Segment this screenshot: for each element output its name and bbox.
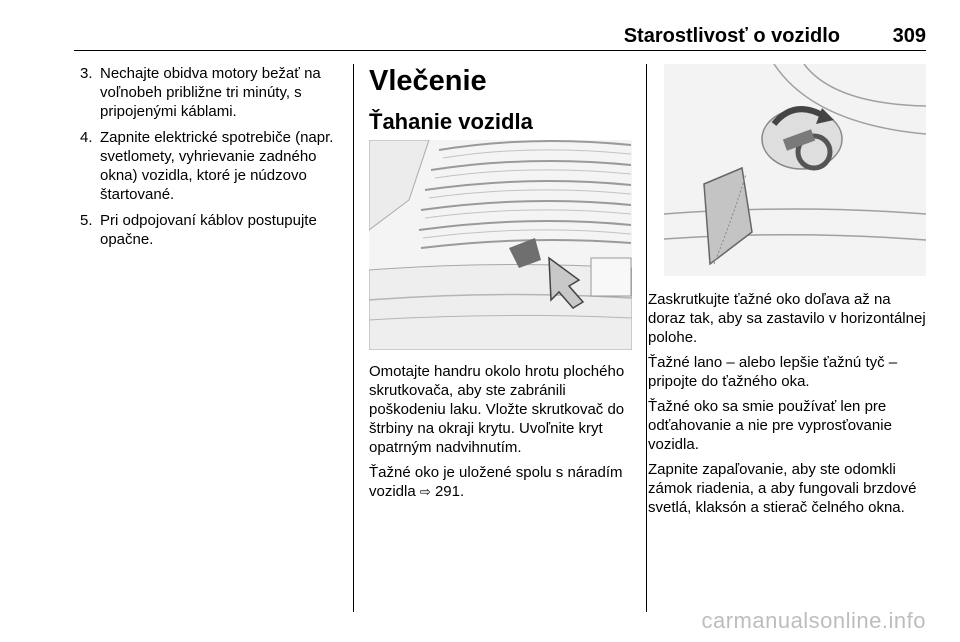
column-divider <box>353 64 354 612</box>
step-text: Zapnite elektrické spotrebiče (napr. svetlomety, vyhrievanie zadného okna) vozidla, ktoré je núdzovo štartované. <box>100 129 334 203</box>
list-item <box>76 64 344 121</box>
step-number: 3. <box>80 65 93 82</box>
tow-eye-installation-illustration <box>664 64 926 276</box>
subsection-heading: Ťahanie vozidla <box>369 109 533 134</box>
list-item <box>76 211 344 249</box>
list-item <box>76 128 344 204</box>
steps-column <box>76 64 344 256</box>
front-bumper-tow-cover-illustration <box>369 140 632 350</box>
column-divider <box>646 64 647 612</box>
paragraph: Omotajte handru okolo hrotu plochého skrutkovača, aby ste zabránili poškodeniu laku. Vložte skrutkovač do štrbiny na okraji krytu. Uvoľnite kryt opatrným nadvihnutím. <box>369 363 625 456</box>
paragraph: Zaskrutkujte ťažné oko doľava až na doraz tak, aby sa zastavilo v horizontálnej polohe. <box>648 291 926 346</box>
paragraph: Ťažné oko sa smie používať len pre odťahovanie a nie pre vyprosťovanie vozidla. <box>648 398 892 453</box>
page-header <box>74 22 926 51</box>
towing-instructions <box>369 362 637 508</box>
towing-column <box>369 64 633 500</box>
paragraph: Ťažné lano – alebo lepšie ťažnú tyč – pripojte do ťažného oka. <box>648 354 898 390</box>
watermark: carmanualsonline.info <box>701 608 926 633</box>
page-number: 309 <box>892 25 926 47</box>
step-number: 5. <box>80 212 93 229</box>
paragraph-text: Ťažné oko je uložené spolu s náradím vozidla <box>369 464 623 500</box>
section-heading: Vlečenie <box>369 65 487 97</box>
page-reference-arrow-icon: ⇨ <box>419 485 431 500</box>
step-text: Pri odpojovaní káblov postupujte opačne. <box>100 212 317 248</box>
step-text: Nechajte obidva motory bežať na voľnobeh približne tri minúty, s pripojenými káblami. <box>100 65 321 120</box>
page-reference[interactable]: 291. <box>434 483 465 500</box>
step-number: 4. <box>80 129 93 146</box>
section-title: Starostlivosť o vozidlo <box>623 25 840 47</box>
paragraph: Zapnite zapaľovanie, aby ste odomkli zámok riadenia, a aby fungovali brzdové svetlá, klaksón a stierač čelného okna. <box>648 461 917 516</box>
paragraph <box>369 463 637 502</box>
tow-eye-instructions <box>648 290 928 523</box>
steps-list <box>76 64 344 249</box>
